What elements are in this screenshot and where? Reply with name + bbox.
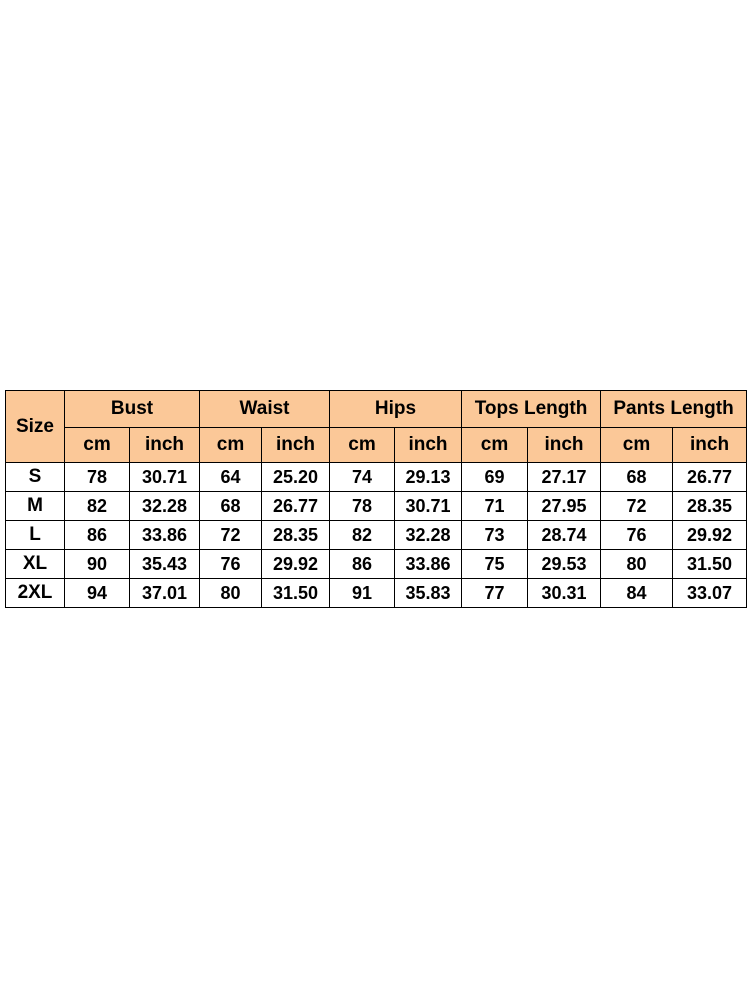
pants-length-inch-header: inch [673,428,747,463]
waist-cm-cell: 76 [200,550,262,579]
pants-length-inch-cell: 28.35 [673,492,747,521]
pants-length-cm-header: cm [601,428,673,463]
table-row [6,521,747,550]
pants-length-inch-cell: 29.92 [673,521,747,550]
waist-cm-header: cm [200,428,262,463]
hips-inch-cell: 32.28 [395,521,462,550]
tops-length-inch-cell: 27.95 [528,492,601,521]
waist-inch-cell: 25.20 [262,463,330,492]
hips-header-cell: Hips [330,391,462,428]
pants-length-cm-cell: 72 [601,492,673,521]
hips-inch-cell: 29.13 [395,463,462,492]
pants-length-cm-cell: 76 [601,521,673,550]
size-cell: S [6,463,65,492]
table-row [6,463,747,492]
hips-cm-cell: 82 [330,521,395,550]
bust-inch-cell: 32.28 [130,492,200,521]
table-body [6,463,747,608]
hips-cm-cell: 91 [330,579,395,608]
table-row [6,492,747,521]
size-cell: XL [6,550,65,579]
hips-cm-cell: 78 [330,492,395,521]
tops-length-cm-cell: 73 [462,521,528,550]
bust-cm-cell: 82 [65,492,130,521]
bust-cm-cell: 86 [65,521,130,550]
tops-length-cm-header: cm [462,428,528,463]
tops-length-inch-cell: 28.74 [528,521,601,550]
pants-length-header-cell: Pants Length [601,391,747,428]
pants-length-cm-cell: 80 [601,550,673,579]
hips-cm-header: cm [330,428,395,463]
table-row [6,579,747,608]
table-header [6,391,747,463]
table-row [6,550,747,579]
size-cell: 2XL [6,579,65,608]
header-group-row [6,391,747,428]
hips-cm-cell: 74 [330,463,395,492]
pants-length-inch-cell: 33.07 [673,579,747,608]
tops-length-cm-cell: 75 [462,550,528,579]
bust-inch-cell: 35.43 [130,550,200,579]
waist-cm-cell: 80 [200,579,262,608]
hips-cm-cell: 86 [330,550,395,579]
bust-cm-cell: 90 [65,550,130,579]
header-unit-row [6,428,747,463]
tops-length-inch-cell: 30.31 [528,579,601,608]
bust-inch-header: inch [130,428,200,463]
waist-inch-header: inch [262,428,330,463]
size-header-cell: Size [6,391,65,463]
tops-length-header-cell: Tops Length [462,391,601,428]
waist-cm-cell: 64 [200,463,262,492]
bust-cm-cell: 94 [65,579,130,608]
bust-inch-cell: 33.86 [130,521,200,550]
pants-length-cm-cell: 68 [601,463,673,492]
bust-cm-cell: 78 [65,463,130,492]
hips-inch-header: inch [395,428,462,463]
bust-inch-cell: 30.71 [130,463,200,492]
bust-header-cell: Bust [65,391,200,428]
waist-header-cell: Waist [200,391,330,428]
waist-inch-cell: 28.35 [262,521,330,550]
size-cell: M [6,492,65,521]
tops-length-cm-cell: 71 [462,492,528,521]
hips-inch-cell: 30.71 [395,492,462,521]
size-cell: L [6,521,65,550]
tops-length-inch-header: inch [528,428,601,463]
waist-cm-cell: 72 [200,521,262,550]
hips-inch-cell: 35.83 [395,579,462,608]
tops-length-inch-cell: 27.17 [528,463,601,492]
pants-length-cm-cell: 84 [601,579,673,608]
waist-cm-cell: 68 [200,492,262,521]
tops-length-inch-cell: 29.53 [528,550,601,579]
pants-length-inch-cell: 31.50 [673,550,747,579]
tops-length-cm-cell: 69 [462,463,528,492]
pants-length-inch-cell: 26.77 [673,463,747,492]
waist-inch-cell: 31.50 [262,579,330,608]
bust-cm-header: cm [65,428,130,463]
size-chart-table [5,390,747,608]
bust-inch-cell: 37.01 [130,579,200,608]
hips-inch-cell: 33.86 [395,550,462,579]
waist-inch-cell: 26.77 [262,492,330,521]
tops-length-cm-cell: 77 [462,579,528,608]
waist-inch-cell: 29.92 [262,550,330,579]
